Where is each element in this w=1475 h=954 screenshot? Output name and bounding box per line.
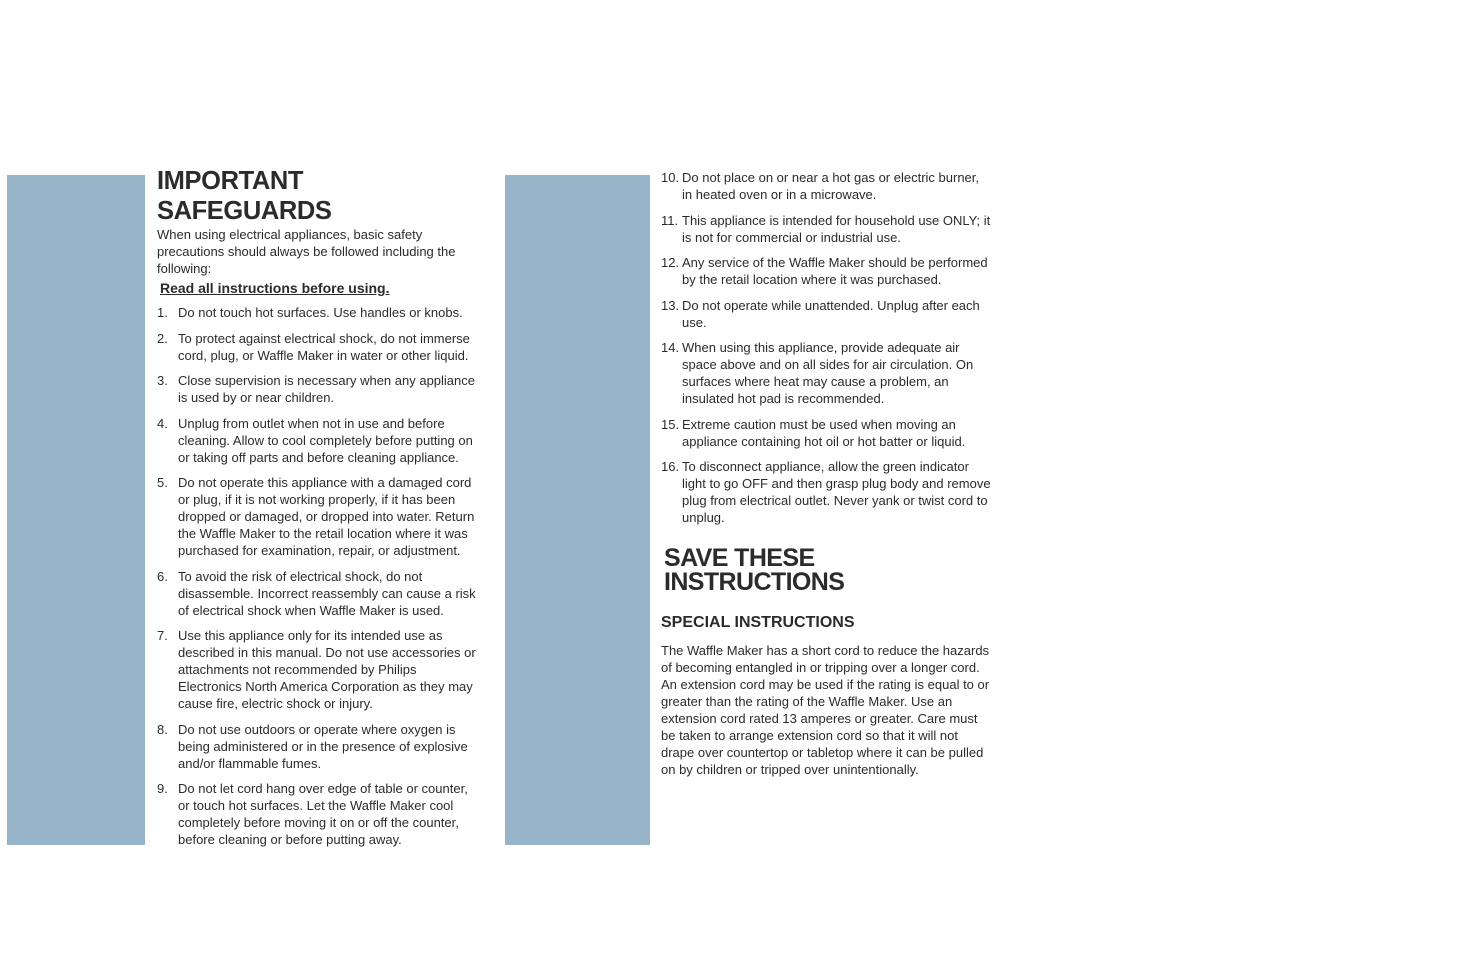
item-text: Use this appliance only for its intended use as described in this manual. Do not use accessories or attachments not recommended by Philips Electronics North America Corporation as they may cause fire, electric shock or injury. [178,628,476,711]
special-instructions-title: SPECIAL INSTRUCTIONS [661,614,855,631]
special-instructions-body: The Waffle Maker has a short cord to reduce the hazards of becoming entangled in or tripping over a longer cord. An extension cord may be used if the rating is equal to or greater than the rating of the Waffle Maker. Use an extension cord rated 13 amperes or greater. Care must be taken to arrange extension cord so that it will not drape over countertop or tabletop where it can be pulled on by children or tripped over unintentionally. [661,643,990,777]
item-number: 5. [157,475,168,490]
item-number: 8. [157,721,168,737]
item-text: Any service of the Waffle Maker should be performed by the retail location where it was purchased. [682,255,988,287]
item-number: 7. [157,628,168,643]
list-item [157,568,477,619]
item-text: To avoid the risk of electrical shock, do not disassemble. Incorrect reassembly can cause a risk of electrical shock when Waffle Maker is used. [178,568,476,618]
item-text: To disconnect appliance, allow the green indicator light to go OFF and then grasp plug body and remove plug from electrical outlet. Never yank or twist cord to unplug. [682,459,991,525]
item-number: 16. [661,459,680,474]
item-text: Do not operate while unattended. Unplug after each use. [682,297,980,330]
list-item [157,330,477,364]
list-item [661,297,991,331]
list-item [157,627,477,712]
item-text: Do not use outdoors or operate where oxygen is being administered or in the presence of explosive and/or flammable fumes. [178,721,468,771]
item-text: Do not place on or near a hot gas or electric burner, in heated oven or in a microwave. [682,170,980,202]
item-number: 6. [157,568,168,584]
item-text: Close supervision is necessary when any appliance is used by or near children. [178,373,475,405]
item-number: 14. [661,340,680,355]
list-item [661,254,991,288]
list-item [157,415,477,466]
save-instructions-heading [664,546,991,594]
item-number: 13. [661,297,680,313]
left-color-band [7,175,145,845]
safeguards-list [157,304,477,848]
middle-color-band [505,175,650,845]
list-item [661,212,991,246]
safeguards-list-continued [661,169,991,526]
item-number: 3. [157,373,168,388]
list-item [661,416,991,450]
item-number: 1. [157,305,168,320]
item-number: 9. [157,781,168,796]
list-item [157,721,477,772]
save-heading-line-1: SAVE THESE [664,544,815,572]
item-text: Do not let cord hang over edge of table or counter, or touch hot surfaces. Let the Waffle Maker cool completely before moving it on or off the counter, before cleaning or before putting away. [178,781,468,847]
item-number: 11. [661,212,679,228]
safeguards-intro: When using electrical appliances, basic safety precautions should always be followed including the following: [157,227,456,276]
list-item [157,780,477,848]
item-text: To protect against electrical shock, do not immerse cord, plug, or Waffle Maker in water or other liquid. [178,330,470,363]
list-item [157,372,477,406]
item-number: 4. [157,415,168,431]
item-text: Do not touch hot surfaces. Use handles or knobs. [178,305,463,320]
item-text: Unplug from outlet when not in use and before cleaning. Allow to cool completely before putting on or taking off parts and before cleaning appliance. [178,415,473,465]
continued-column [661,169,991,778]
safeguards-title: IMPORTANT SAFEGUARDS [157,167,332,225]
read-all-instructions: Read all instructions before using. [160,280,390,296]
item-number: 12. [661,255,680,270]
list-item [661,339,991,407]
item-number: 2. [157,330,168,346]
list-item [661,169,991,203]
item-number: 10. [661,170,680,185]
item-text: Do not operate this appliance with a damaged cord or plug, if it is not working properly, if it has been dropped or damaged, or dropped into water. Return the Waffle Maker to the retail location where it was purchased for examination, repair, or adjustment. [178,475,475,558]
item-text: When using this appliance, provide adequate air space above and on all sides for air circulation. On surfaces where heat may cause a problem, an insulated hot pad is recommended. [682,340,974,406]
list-item [157,304,477,321]
item-text: This appliance is intended for household use ONLY; it is not for commercial or industrial use. [682,212,991,245]
list-item [157,474,477,559]
safeguards-column [157,166,477,848]
item-number: 15. [661,416,680,432]
item-text: Extreme caution must be used when moving an appliance containing hot oil or hot batter or liquid. [682,416,966,449]
save-heading-line-2: INSTRUCTIONS [664,568,845,596]
list-item [661,458,991,526]
